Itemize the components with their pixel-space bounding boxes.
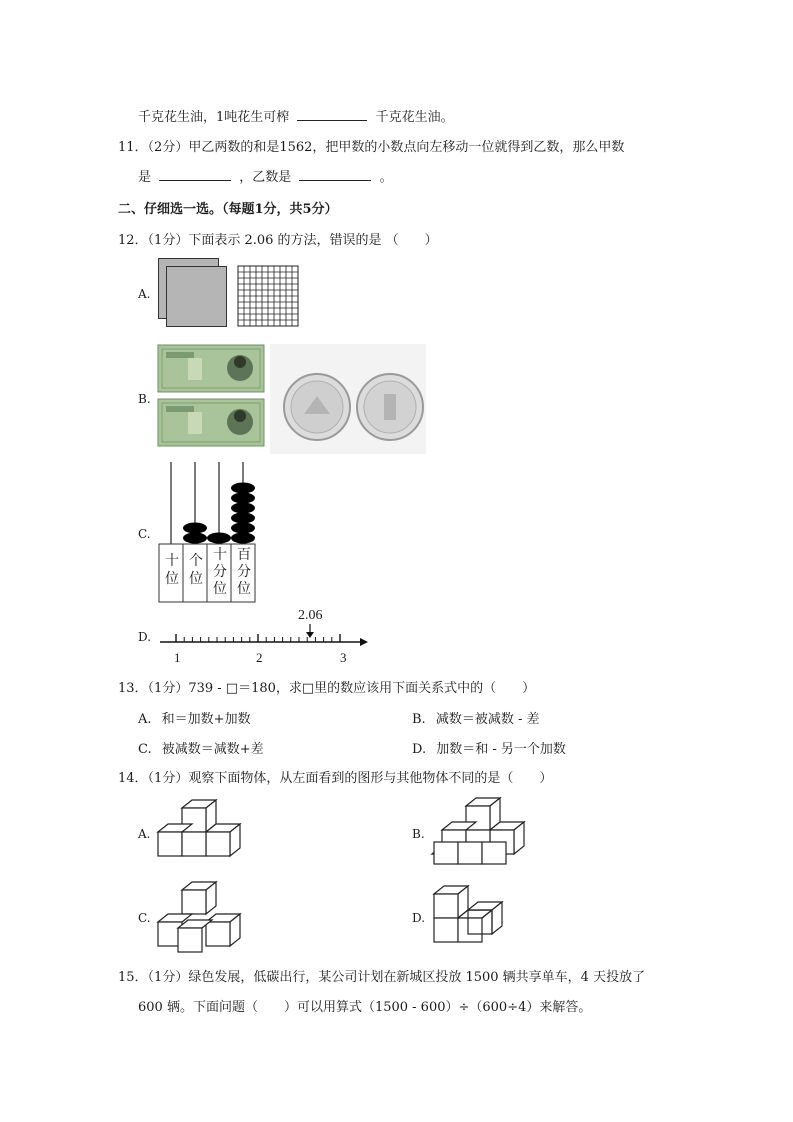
numberline-ticks bbox=[176, 634, 340, 642]
q14-option-a-label: A. bbox=[138, 827, 151, 841]
option-text: 减数＝被减数 - 差 bbox=[435, 712, 540, 727]
q13-option-c[interactable] bbox=[138, 738, 264, 757]
q13-option-a[interactable] bbox=[138, 708, 251, 727]
abacus-label-char: 分 bbox=[237, 564, 251, 580]
one-yuan-note-bottom bbox=[158, 399, 264, 446]
option-key: A. bbox=[138, 712, 152, 727]
coin-emblem bbox=[284, 374, 350, 440]
option-text: 加数＝和 - 另一个加数 bbox=[436, 742, 566, 757]
q14-option-c-cubes bbox=[158, 880, 250, 960]
abacus-bead bbox=[183, 533, 207, 544]
abacus-label-ones bbox=[186, 552, 206, 588]
q10-line bbox=[138, 106, 454, 125]
q14-option-b-cubes bbox=[432, 796, 542, 868]
option-text: 被减数＝减数+差 bbox=[161, 742, 264, 757]
numberline-tick-3: 3 bbox=[340, 650, 347, 665]
q11-line1: 11．（2分）甲乙两数的和是1562，把甲数的小数点向左移动一位就得到乙数，那么甲数 bbox=[118, 140, 625, 155]
abacus-bead bbox=[231, 483, 255, 494]
q12-option-b-label: B. bbox=[138, 392, 151, 406]
q11-text-b: ，乙数是 bbox=[239, 170, 292, 185]
q12-stem: 12．（1分）下面表示 2.06 的方法，错误的是 （ ） bbox=[118, 233, 438, 248]
numberline-marker-label: 2.06 bbox=[298, 608, 323, 623]
q10-prefix: 千克花生油，1吨花生可榨 bbox=[138, 110, 290, 125]
q14-stem: 14．（1分）观察下面物体，从左面看到的图形与其他物体不同的是（ ） bbox=[118, 771, 553, 786]
option-text: 和＝加数+加数 bbox=[161, 712, 251, 727]
abacus-label-char: 十 bbox=[165, 553, 179, 569]
q11-blank-jia[interactable] bbox=[159, 168, 231, 181]
q11-text-c: 。 bbox=[379, 170, 393, 185]
abacus-bead bbox=[207, 533, 231, 544]
q12-option-a-label: A. bbox=[138, 287, 151, 301]
option-key: B. bbox=[412, 712, 426, 727]
coin-one-fen bbox=[357, 374, 423, 440]
q14-option-a-cubes bbox=[158, 800, 250, 868]
q10-suffix: 千克花生油。 bbox=[375, 110, 454, 125]
q14-option-b-label: B. bbox=[412, 827, 425, 841]
q10-answer-blank[interactable] bbox=[297, 108, 367, 121]
q12-option-d-label: D. bbox=[138, 630, 152, 644]
abacus-label-hundredths bbox=[234, 547, 254, 598]
abacus-label-char: 位 bbox=[165, 571, 179, 587]
abacus-label-char: 位 bbox=[189, 571, 203, 587]
abacus-bead bbox=[231, 523, 255, 534]
q12-option-c-label: C. bbox=[138, 527, 151, 541]
abacus-bead bbox=[231, 493, 255, 504]
q11-text-a: 是 bbox=[138, 170, 152, 185]
numberline-tick-2: 2 bbox=[256, 650, 263, 665]
abacus-label-char: 位 bbox=[237, 581, 251, 597]
hundredths-grid bbox=[238, 266, 298, 326]
numberline-tick-1: 1 bbox=[174, 650, 181, 665]
abacus-label-char: 个 bbox=[189, 553, 203, 569]
option-key: D. bbox=[412, 742, 427, 757]
abacus-bead bbox=[231, 513, 255, 524]
q12-option-b-figure bbox=[158, 344, 428, 456]
q15-line2: 600 辆。下面问题（ ）可以用算式（1500 - 600）÷（600÷4）来解答。 bbox=[138, 1000, 592, 1015]
q14-option-d-label: D. bbox=[412, 911, 426, 925]
abacus-label-char: 位 bbox=[213, 581, 227, 597]
abacus-label-tens bbox=[162, 552, 182, 588]
q13-option-b[interactable] bbox=[412, 708, 540, 727]
abacus-label-char: 十 bbox=[213, 547, 227, 563]
q13-stem: 13．（1分）739 - □＝180，求□里的数应该用下面关系式中的（ ） bbox=[118, 681, 536, 696]
abacus-label-char: 分 bbox=[213, 564, 227, 580]
abacus-label-char: 百 bbox=[237, 547, 251, 563]
option-key: C. bbox=[138, 742, 152, 757]
q14-option-d-cubes bbox=[432, 882, 524, 954]
abacus-bead bbox=[231, 503, 255, 514]
q12-option-a-figure bbox=[158, 258, 308, 330]
q14-option-c-label: C. bbox=[138, 911, 151, 925]
q11-line2 bbox=[138, 166, 393, 185]
abacus-bead bbox=[231, 533, 255, 544]
abacus-bead bbox=[183, 523, 207, 534]
section2-title: 二、仔细选一选。（每题1分，共5分） bbox=[118, 202, 338, 217]
numberline-arrow-icon bbox=[360, 638, 368, 646]
q13-option-d[interactable] bbox=[412, 738, 566, 757]
q15-line1: 15．（1分）绿色发展，低碳出行，某公司计划在新城区投放 1500 辆共享单车，4 天投放了 bbox=[118, 970, 646, 985]
abacus-label-tenths bbox=[210, 547, 230, 598]
square-front bbox=[167, 267, 227, 327]
one-yuan-note-top bbox=[158, 345, 264, 392]
q12-option-d-numberline bbox=[158, 608, 368, 668]
q11-blank-yi[interactable] bbox=[299, 168, 371, 181]
